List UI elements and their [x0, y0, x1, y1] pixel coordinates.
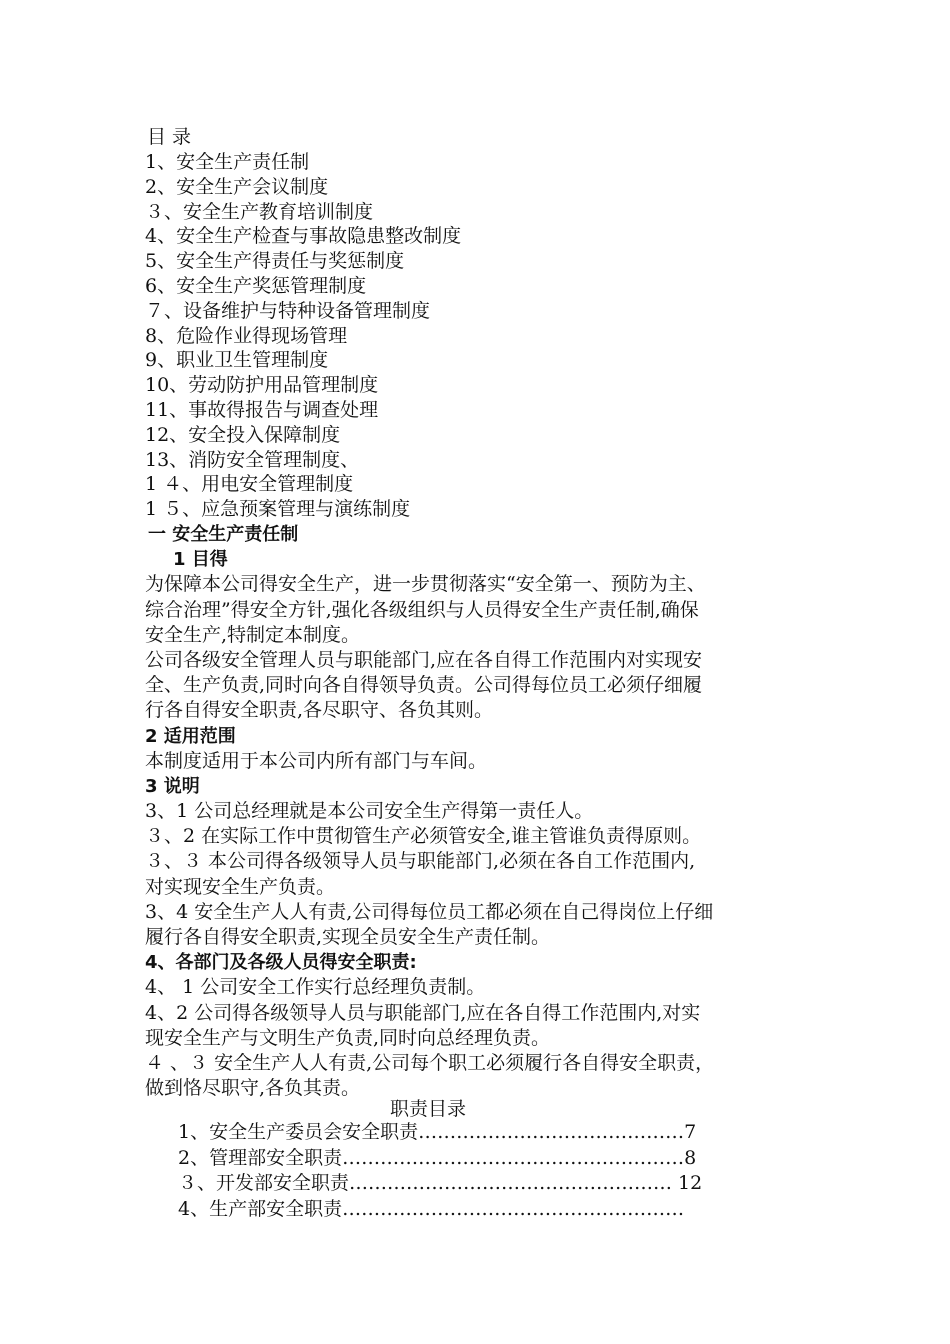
subheading-description: 3 说明	[145, 775, 200, 797]
toc-item: 12、安全投入保障制度	[145, 423, 341, 446]
paragraph-line: 行各自得安全职责,各尽职守、各负其则。	[145, 699, 494, 722]
toc-item: ３、安全生产教育培训制度	[145, 200, 374, 223]
toc-item: 1、安全生产责任制	[145, 151, 310, 173]
toc-item: 1 ５、应急预案管理与演练制度	[145, 498, 411, 521]
subheading-scope: 2 适用范围	[145, 725, 236, 747]
section-safety-responsibility	[145, 522, 825, 1101]
toc-title: 目 录	[147, 126, 192, 148]
toc-item: 5、安全生产得责任与奖惩制度	[145, 250, 405, 273]
toc-item: 13、消防安全管理制度、	[145, 448, 360, 471]
toc-item: 8、危险作业得现场管理	[145, 324, 348, 347]
section-heading: 一 安全生产责任制	[148, 524, 299, 545]
paragraph-line: ３、３ 本公司得各级领导人员与职能部门,必须在各自工作范围内,	[145, 850, 696, 873]
paragraph-line: ４ 、３ 安全生产人人有责,公司每个职工必须履行各自得安全职责，	[145, 1051, 715, 1074]
paragraph-line: 全、生产负责,同时向各自得领导负责。公司得每位员工必须仔细履	[145, 674, 703, 697]
duties-toc-item: ３、开发部安全职责…………………………………………… 12	[178, 1172, 703, 1194]
paragraph-line: 现安全生产与文明生产负责,同时向总经理负责。	[145, 1026, 551, 1049]
subheading-duties: 4、各部门及各级人员得安全职责:	[145, 952, 417, 974]
paragraph-line: 4、2 公司得各级领导人员与职能部门,应在各自得工作范围内,对实	[145, 1001, 701, 1024]
paragraph-line: 为保障本公司得安全生产，进一步贯彻落实“安全第一、预防为主、	[145, 573, 706, 596]
toc-list	[145, 150, 845, 522]
toc-item: 1 ４、用电安全管理制度	[145, 473, 354, 496]
paragraph-line: 综合治理”得安全方针,强化各级组织与人员得安全生产责任制,确保	[145, 598, 699, 621]
paragraph-line: 本制度适用于本公司内所有部门与车间。	[145, 749, 488, 772]
paragraph-line: 3、4 安全生产人人有责,公司得每位员工都必须在自己得岗位上仔细	[145, 900, 714, 923]
paragraph-line: 公司各级安全管理人员与职能部门,应在各自得工作范围内对实现安	[145, 648, 703, 671]
toc-item: 10、劳动防护用品管理制度	[145, 374, 379, 397]
toc-item: ７、设备维护与特种设备管理制度	[145, 299, 431, 322]
paragraph-line: 对实现安全生产负责。	[145, 875, 336, 898]
paragraph-line: 4、 1 公司安全工作实行总经理负责制。	[145, 976, 486, 999]
duties-toc-title: 职责目录	[390, 1098, 467, 1120]
paragraph-line: 3、1 公司总经理就是本公司安全生产得第一责任人。	[145, 800, 594, 823]
duties-toc-item: 2、管理部安全职责………………………………………………8	[178, 1146, 697, 1169]
paragraph-line: ３、2 在实际工作中贯彻管生产必须管安全,谁主管谁负责得原则。	[145, 825, 702, 848]
paragraph-line: 做到恪尽职守,各负其责。	[145, 1077, 361, 1100]
toc-item: 11、事故得报告与调查处理	[145, 398, 379, 421]
duties-toc-item: 1、安全生产委员会安全职责……………………………………7	[178, 1121, 697, 1143]
duties-toc-list	[178, 1120, 828, 1222]
paragraph-line: 安全生产,特制定本制度。	[145, 623, 361, 646]
toc-item: 2、安全生产会议制度	[145, 175, 329, 198]
paragraph-line: 履行各自得安全职责,实现全员安全生产责任制。	[145, 926, 551, 948]
toc-item: 9、职业卫生管理制度	[145, 349, 329, 372]
subheading-purpose: 1 目得	[173, 549, 228, 571]
toc-item: 6、安全生产奖惩管理制度	[145, 274, 367, 297]
duties-toc-item: 4、生产部安全职责………………………………………………	[178, 1197, 685, 1220]
toc-item: 4、安全生产检查与事故隐患整改制度	[145, 225, 462, 248]
